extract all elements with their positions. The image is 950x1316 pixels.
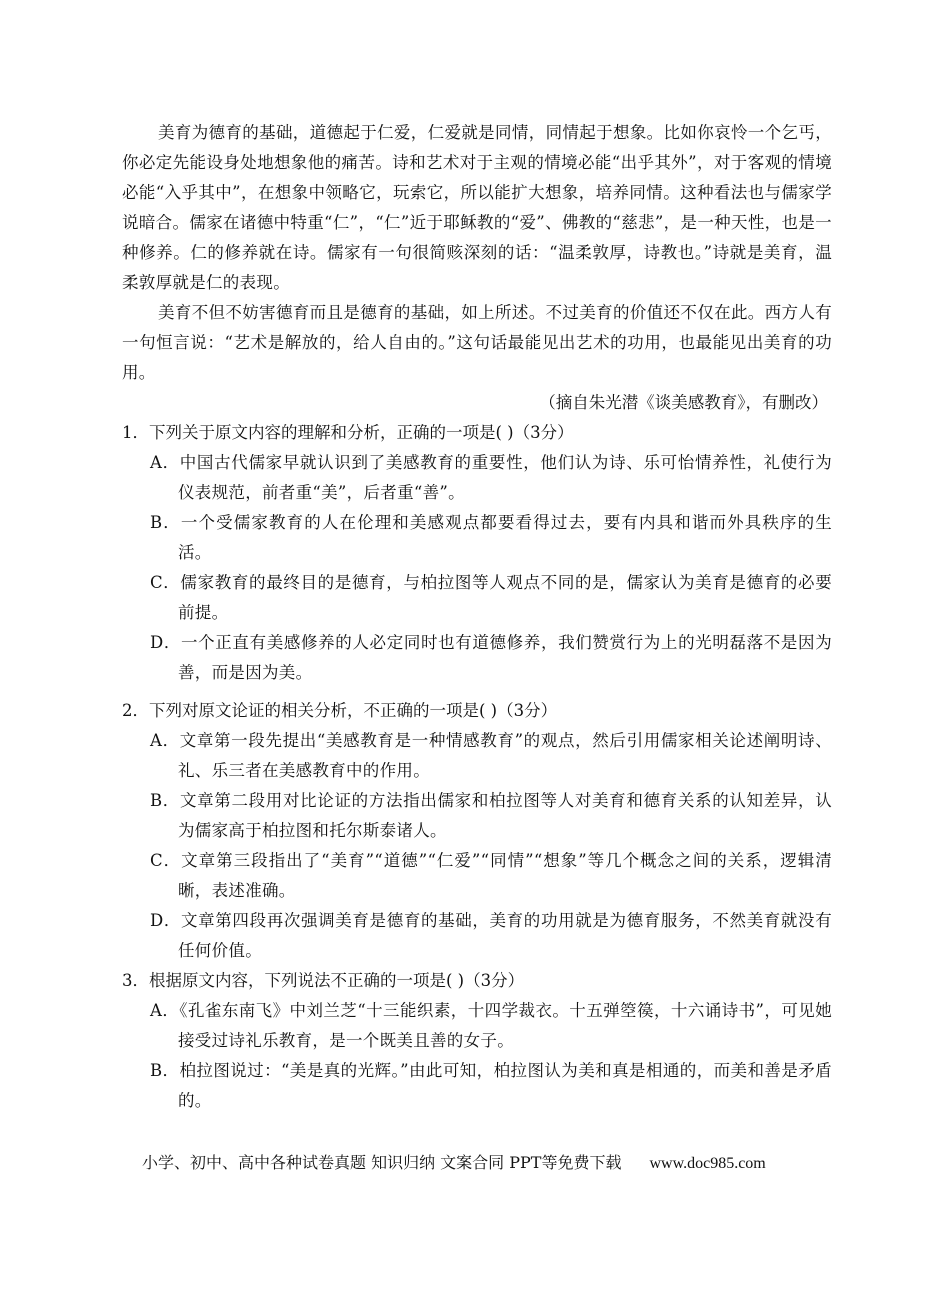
- option-a: A．《孔雀东南飞》中刘兰芝“十三能织素，十四学裁衣。十五弹箜篌，十六诵诗书”，可见她接受过诗礼乐教育，是一个既美且善的女子。: [150, 1001, 832, 1050]
- question-1: [122, 418, 832, 688]
- question-stem: 1．下列关于原文内容的理解和分析，正确的一项是( )（3分）: [122, 423, 574, 442]
- question-2: [122, 696, 832, 966]
- question-stem: 2．下列对原文论证的相关分析，不正确的一项是( )（3分）: [122, 701, 558, 720]
- question-3: [122, 966, 832, 1116]
- option-d: D．一个正直有美感修养的人必定同时也有道德修养，我们赞赏行为上的光明磊落不是因为善，而是因为美。: [150, 633, 832, 682]
- option-b: B．文章第二段用对比论证的方法指出儒家和柏拉图等人对美育和德育关系的认知差异，认为儒家高于柏拉图和托尔斯泰诸人。: [150, 791, 832, 840]
- option-a: A．中国古代儒家早就认识到了美感教育的重要性，他们认为诗、乐可怡情养性，礼使行为仪表规范，前者重“美”，后者重“善”。: [150, 453, 832, 502]
- footer-url-link[interactable]: www.doc985.com: [649, 1155, 766, 1172]
- option-a: A．文章第一段先提出“美感教育是一种情感教育”的观点，然后引用儒家相关论述阐明诗、礼、乐三者在美感教育中的作用。: [150, 731, 832, 780]
- passage-paragraph-2: 美育不但不妨害德育而且是德育的基础，如上所述。不过美育的价值还不仅在此。西方人有一句恒言说：“艺术是解放的，给人自由的。”这句话最能见出艺术的功用，也最能见出美育的功用。: [122, 303, 832, 382]
- option-c: C．文章第三段指出了“美育”“道德”“仁爱”“同情”“想象”等几个概念之间的关系，逻辑清晰，表述准确。: [150, 851, 832, 900]
- option-d: D．文章第四段再次强调美育是德育的基础，美育的功用就是为德育服务，不然美育就没有任何价值。: [150, 911, 832, 960]
- footer-text: 小学、初中、高中各种试卷真题 知识归纳 文案合同 PPT等免费下载: [142, 1153, 622, 1172]
- option-c: C．儒家教育的最终目的是德育，与柏拉图等人观点不同的是，儒家认为美育是德育的必要前提。: [150, 573, 832, 622]
- passage-paragraph-1: 美育为德育的基础，道德起于仁爱，仁爱就是同情，同情起于想象。比如你哀怜一个乞丐，你必定先能设身处地想象他的痛苦。诗和艺术对于主观的情境必能“出乎其外”，对于客观的情境必能“入乎其中”，在想象中领略它，玩索它，所以能扩大想象，培养同情。这种看法也与儒家学说暗合。儒家在诸德中特重“仁”，“仁”近于耶稣教的“爱”、佛教的“慈悲”，是一种天性，也是一种修养。仁的修养就在诗。儒家有一句很简赅深刻的话：“温柔敦厚，诗教也。”诗就是美育，温柔敦厚就是仁的表现。: [122, 123, 832, 292]
- page-footer: [142, 1148, 766, 1179]
- question-stem: 3．根据原文内容，下列说法不正确的一项是( )（3分）: [122, 971, 525, 990]
- option-b: B．一个受儒家教育的人在伦理和美感观点都要看得过去，要有内具和谐而外具秩序的生活。: [150, 513, 832, 562]
- option-b: B．柏拉图说过：“美是真的光辉。”由此可知，柏拉图认为美和真是相通的，而美和善是矛盾的。: [150, 1061, 832, 1110]
- passage-source: （摘自朱光潜《谈美感教育》，有删改）: [539, 393, 828, 412]
